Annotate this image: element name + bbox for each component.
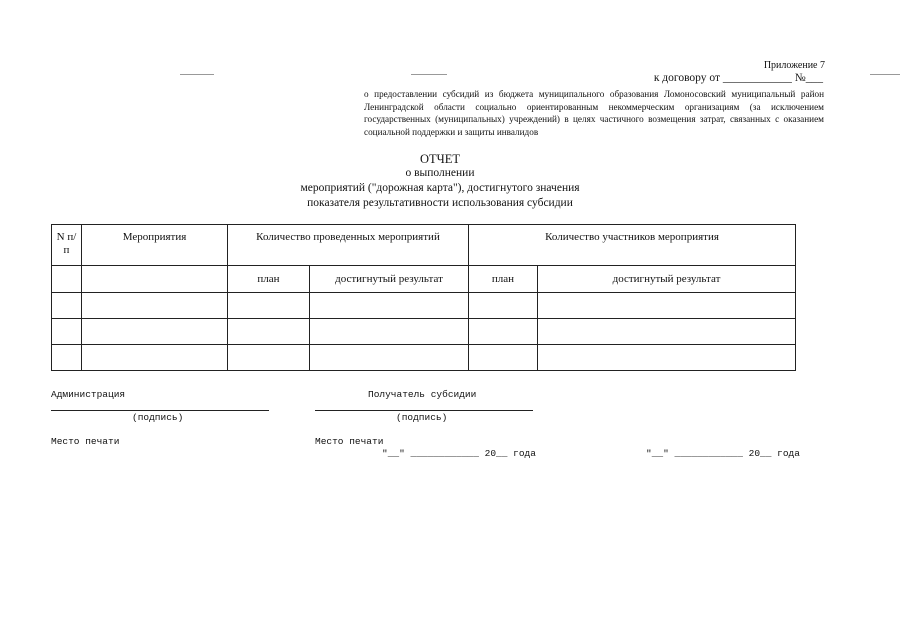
report-table [51,224,796,371]
recipient-stamp-label: Место печати [315,436,384,447]
subheader-plan: план [228,266,310,293]
table-cell [469,319,538,345]
table-cell [310,345,469,371]
subheader-empty [52,266,82,293]
table-cell [538,293,796,319]
report-subtitle-2: мероприятий ("дорожная карта"), достигнутого значения [300,182,580,194]
table-cell [538,345,796,371]
table-cell [52,345,82,371]
table-cell [469,345,538,371]
table-cell [538,319,796,345]
table-cell [82,293,228,319]
contract-reference: к договору от ____________ №___ [653,72,823,84]
table-row [52,345,796,371]
header-events-held: Количество проведенных мероприятий [228,225,469,266]
recipient-signature-line [315,410,533,411]
administration-label: Администрация [51,389,126,400]
administration-signature-line [51,410,269,411]
header-events: Мероприятия [82,225,228,266]
table-cell [310,319,469,345]
appendix-label: Приложение 7 [763,60,825,71]
subheader-empty [82,266,228,293]
subheader-plan: план [469,266,538,293]
table-cell [52,319,82,345]
table-cell [469,293,538,319]
report-subtitle-3: показателя результативности использования субсидии [307,197,573,209]
table-cell [82,345,228,371]
scan-mark [870,74,900,75]
recipient-signature-hint: (подпись) [396,412,448,423]
report-title: ОТЧЕТ [419,152,461,166]
scan-mark [180,74,214,75]
administration-stamp-label: Место печати [51,436,120,447]
table-cell [228,319,310,345]
table-cell [228,293,310,319]
table-row [52,293,796,319]
recipient-date: "__" ____________ 20__ года [646,448,800,459]
table-row [52,319,796,345]
table-cell [82,319,228,345]
subheader-result: достигнутый результат [538,266,796,293]
administration-date: "__" ____________ 20__ года [382,448,536,459]
header-number: N п/п [52,225,82,266]
recipient-label: Получатель субсидии [368,389,477,400]
table-cell [228,345,310,371]
subsidy-subject: о предоставлении субсидий из бюджета муниципального образования Ломоносовский муниципальный район Ленинградской области социально ориентированным некоммерческим организациям (за исключением государственных (муниципальных) учреждений) в целях частичного возмещения затрат, связанных с оказанием социальной поддержки и защиты инвалидов [364,89,824,137]
scan-mark [411,74,447,75]
administration-signature-hint: (подпись) [132,412,184,423]
table-cell [310,293,469,319]
subheader-result: достигнутый результат [310,266,469,293]
report-subtitle-1: о выполнении [405,167,475,179]
table-cell [52,293,82,319]
header-participants: Количество участников мероприятия [469,225,796,266]
